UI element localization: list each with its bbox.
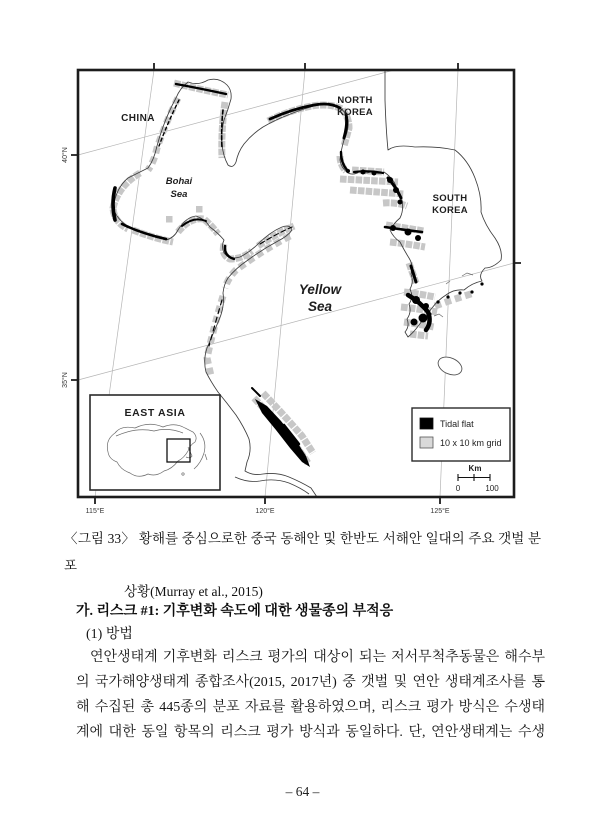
map-legend: [412, 408, 510, 461]
inset-title: EAST ASIA: [124, 407, 186, 419]
paragraph-line: 의 국가해양생태계 종합조사(2015, 2017년) 중 갯벌 및 연안 생태계조사를 통: [76, 675, 545, 690]
scale-bar: [456, 464, 499, 493]
paragraph-line: 해 수집된 총 445종의 분포 자료를 활용하였으며, 리스크 평가 방식은 수생태: [76, 700, 545, 715]
legend-label-grid: 10 x 10 km grid: [440, 438, 502, 448]
page-number: – 64 –: [285, 784, 320, 799]
yellow-sea-label-line1: Yellow: [298, 282, 342, 297]
bohai-sea-label-line2: Sea: [170, 189, 188, 200]
figure-caption: [64, 526, 541, 606]
lat-tick-40n: 40°N: [62, 147, 69, 163]
scale-start: 0: [455, 484, 461, 493]
paragraph-line: 연안생태계 기후변화 리스크 평가의 대상이 되는 저서무척추동물은 해수부: [90, 650, 545, 665]
scale-end: 100: [485, 484, 499, 493]
yellow-sea-map: [58, 58, 528, 516]
lat-tick-35n: 35°N: [62, 372, 69, 388]
yellow-sea-label-line2: Sea: [307, 299, 333, 314]
inset-map-east-asia: [90, 395, 220, 490]
north-korea-label-line2: KOREA: [337, 107, 373, 118]
china-label: CHINA: [121, 113, 155, 124]
legend-swatch-tidal-flat: [420, 418, 433, 429]
jeju-island: [435, 354, 464, 379]
figure-caption-line1: 〈그림 33〉 황해를 중심으로한 중국 동해안 및 한반도 서해안 일대의 주요 갯벌 분포: [64, 531, 541, 573]
legend-swatch-grid: [420, 437, 433, 448]
lon-tick-120e: 120°E: [255, 508, 275, 515]
section-subheading: (1) 방법: [86, 627, 133, 642]
north-korea-label-line1: NORTH: [337, 95, 373, 106]
map-figure: [58, 58, 528, 516]
south-korea-label-line1: SOUTH: [432, 193, 468, 204]
legend-label-tidal-flat: Tidal flat: [440, 419, 474, 429]
south-korea-label-line2: KOREA: [432, 205, 468, 216]
paragraph-line: 계에 대한 동일 항목의 리스크 평가 방식과 동일하다. 단, 연안생태계는 수생: [76, 725, 545, 740]
section-heading: 가. 리스크 #1: 기후변화 속도에 대한 생물종의 부적응: [76, 604, 394, 619]
scale-unit: Km: [468, 464, 482, 473]
bohai-sea-label-line1: Bohai: [165, 176, 193, 187]
lon-tick-115e: 115°E: [85, 508, 105, 515]
lon-tick-125e: 125°E: [430, 508, 450, 515]
body-paragraph: [76, 645, 545, 745]
figure-caption-line2: 상황(Murray et al., 2015): [124, 584, 263, 599]
